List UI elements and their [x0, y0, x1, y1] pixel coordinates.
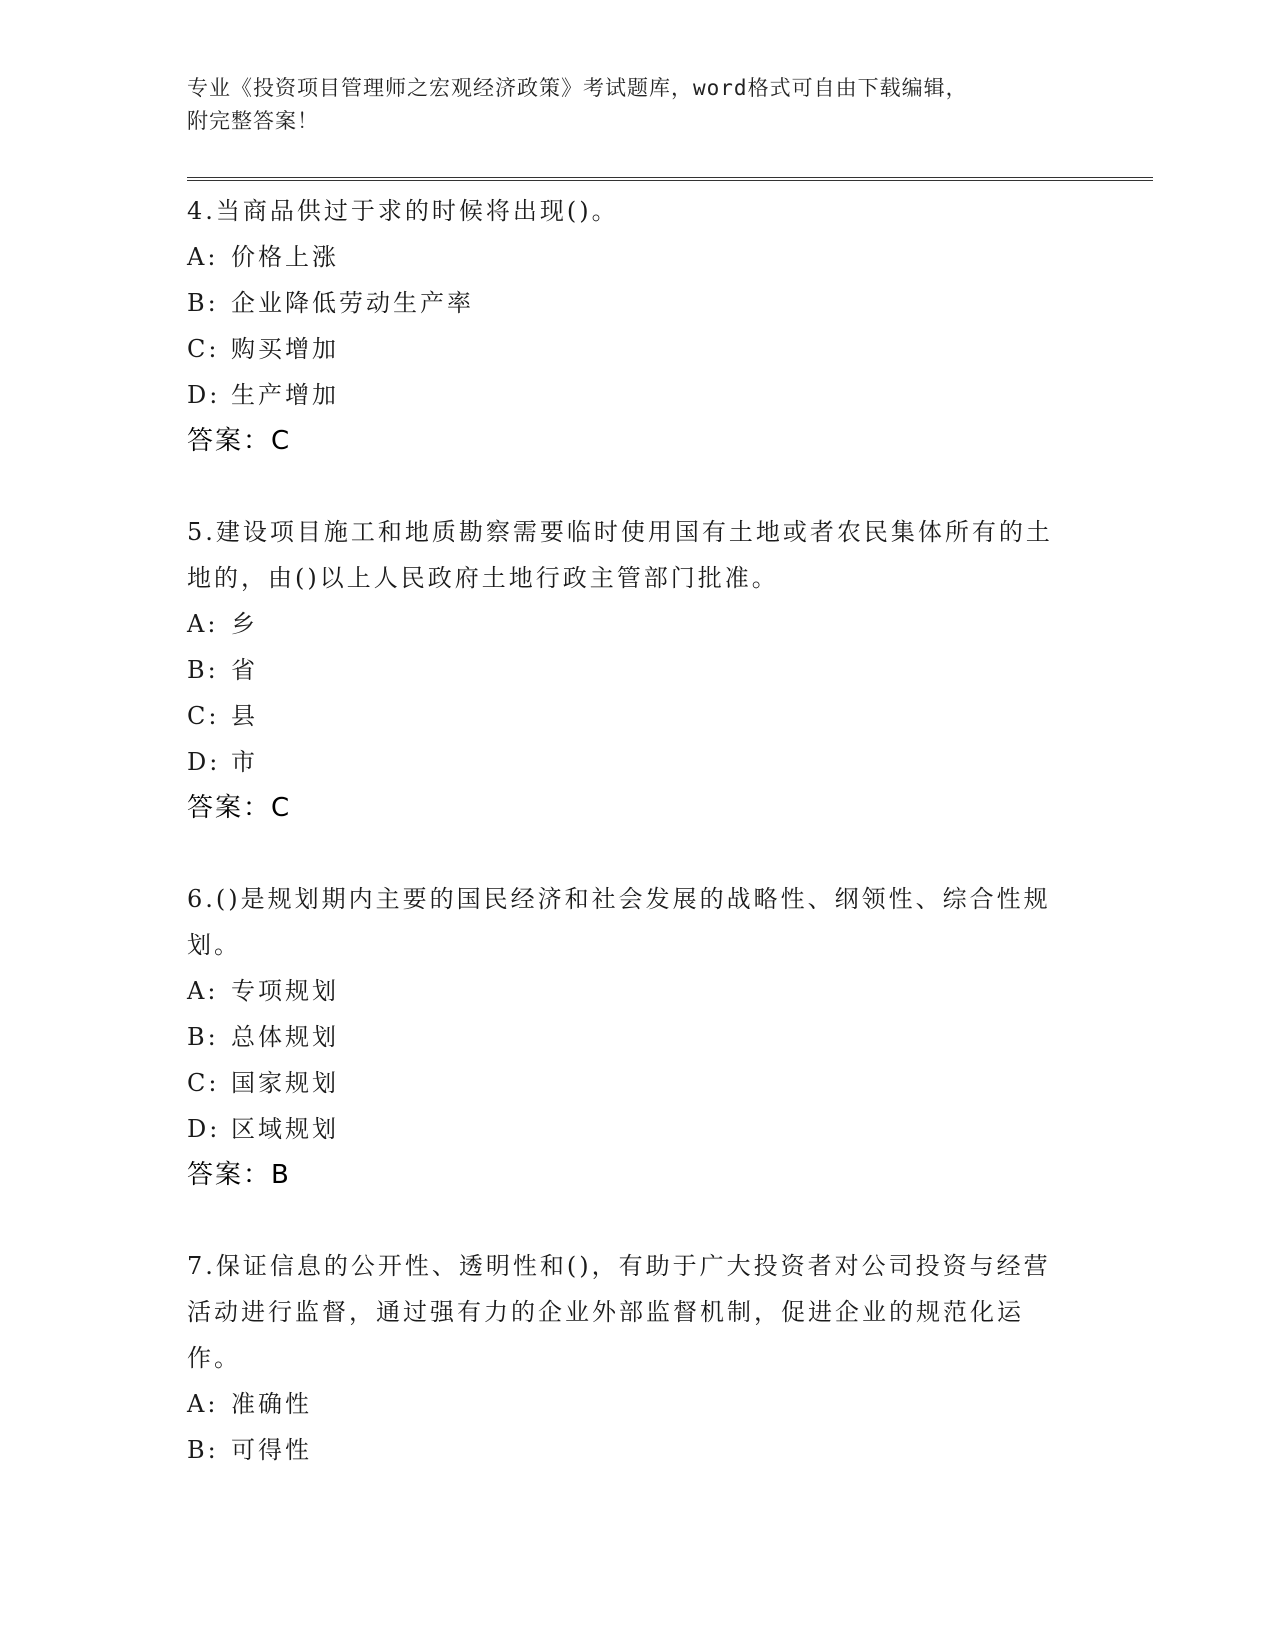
option-a	[187, 1381, 1067, 1427]
option-letter: B:	[187, 1436, 219, 1464]
question-text: 7.保证信息的公开性、透明性和()，有助于广大投资者对公司投资与经营活动进行监督，通过强有力的企业外部监督机制，促进企业的规范化运作。	[187, 1252, 1051, 1372]
option-text: 总体规划	[231, 1023, 339, 1051]
option-c	[187, 1060, 1067, 1106]
option-letter: B:	[187, 1023, 219, 1051]
option-letter: D:	[187, 381, 221, 409]
option-b	[187, 647, 1067, 693]
answer-value: C	[271, 793, 290, 823]
answer-line	[187, 418, 1067, 464]
option-text: 省	[231, 656, 258, 684]
option-c	[187, 326, 1067, 372]
option-text: 国家规划	[231, 1069, 339, 1097]
option-text: 可得性	[231, 1436, 312, 1464]
option-letter: A:	[187, 243, 219, 271]
option-a	[187, 968, 1067, 1014]
option-letter: B:	[187, 289, 219, 317]
option-text: 企业降低劳动生产率	[231, 289, 474, 317]
question-text: 6.()是规划期内主要的国民经济和社会发展的战略性、纲领性、综合性规划。	[187, 885, 1051, 959]
option-letter: C:	[187, 702, 220, 730]
option-letter: D:	[187, 748, 221, 776]
option-d	[187, 372, 1067, 418]
option-text: 价格上涨	[231, 243, 339, 271]
option-letter: A:	[187, 977, 219, 1005]
option-text: 乡	[231, 610, 258, 638]
header-line-1: 专业《投资项目管理师之宏观经济政策》考试题库，word格式可自由下载编辑，	[187, 76, 968, 100]
option-d	[187, 739, 1067, 785]
question-7	[187, 1243, 1067, 1473]
option-d	[187, 1106, 1067, 1152]
option-b	[187, 1427, 1067, 1473]
answer-value: C	[271, 426, 290, 456]
header-line-2: 附完整答案！	[187, 109, 319, 133]
option-letter: A:	[187, 610, 219, 638]
question-text: 5.建设项目施工和地质勘察需要临时使用国有土地或者农民集体所有的土地的，由()以上人民政府土地行政主管部门批准。	[187, 518, 1053, 592]
option-text: 县	[231, 702, 258, 730]
answer-label: 答案：	[187, 426, 272, 456]
option-text: 区域规划	[231, 1115, 339, 1143]
option-a	[187, 234, 1067, 280]
option-letter: D:	[187, 1115, 221, 1143]
option-text: 准确性	[231, 1390, 312, 1418]
answer-label: 答案：	[187, 1160, 272, 1190]
question-text: 4.当商品供过于求的时候将出现()。	[187, 197, 619, 225]
document-header	[187, 72, 1067, 138]
answer-value: B	[271, 1160, 289, 1190]
option-b	[187, 1014, 1067, 1060]
option-c	[187, 693, 1067, 739]
option-text: 生产增加	[231, 381, 339, 409]
question-list	[187, 188, 1067, 1518]
answer-line	[187, 785, 1067, 831]
option-letter: B:	[187, 656, 219, 684]
question-5	[187, 509, 1067, 831]
option-text: 市	[231, 748, 258, 776]
question-4	[187, 188, 1067, 464]
question-6	[187, 876, 1067, 1198]
option-letter: C:	[187, 335, 220, 363]
answer-label: 答案：	[187, 793, 272, 823]
option-b	[187, 280, 1067, 326]
answer-line	[187, 1152, 1067, 1198]
option-letter: C:	[187, 1069, 220, 1097]
header-divider	[187, 177, 1153, 181]
option-letter: A:	[187, 1390, 219, 1418]
option-text: 专项规划	[231, 977, 339, 1005]
option-text: 购买增加	[231, 335, 339, 363]
option-a	[187, 601, 1067, 647]
